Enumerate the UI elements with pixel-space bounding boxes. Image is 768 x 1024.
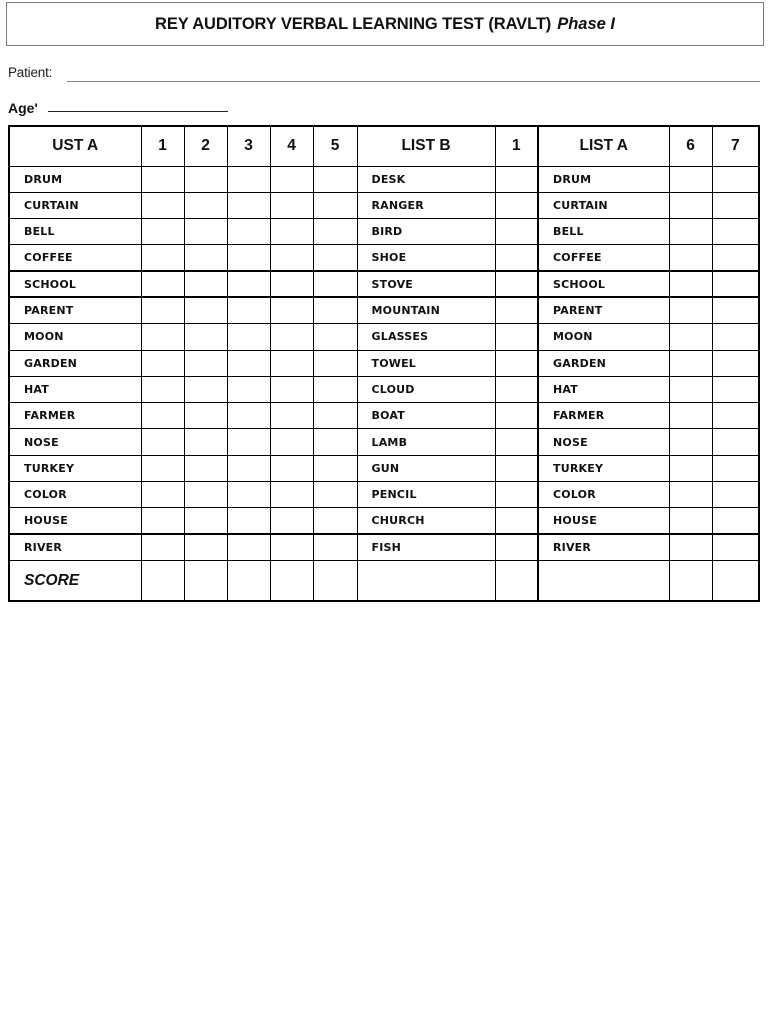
list-a-word: HAT bbox=[9, 376, 141, 402]
trial-5-cell[interactable] bbox=[313, 350, 357, 376]
trial-2-cell[interactable] bbox=[184, 245, 227, 271]
trial-4-cell[interactable] bbox=[270, 455, 313, 481]
trial-6-cell[interactable] bbox=[669, 376, 712, 402]
list-b-word: TOWEL bbox=[357, 350, 495, 376]
list-b-word: CLOUD bbox=[357, 376, 495, 402]
trial-3-cell[interactable] bbox=[227, 482, 270, 508]
list-a-repeat-word: DRUM bbox=[538, 166, 669, 192]
trial-6-cell[interactable] bbox=[669, 271, 712, 297]
form-title-box bbox=[6, 2, 764, 46]
list-b-trial-1-cell[interactable] bbox=[495, 271, 538, 297]
trial-3-cell[interactable] bbox=[227, 429, 270, 455]
list-b-trial-1-cell[interactable] bbox=[495, 245, 538, 271]
table-row bbox=[9, 403, 759, 429]
trial-7-cell[interactable] bbox=[712, 219, 759, 245]
list-a-repeat-word: GARDEN bbox=[538, 350, 669, 376]
list-a-repeat-word: COFFEE bbox=[538, 245, 669, 271]
table-row bbox=[9, 376, 759, 402]
trial-5-cell[interactable] bbox=[313, 429, 357, 455]
list-b-word: GLASSES bbox=[357, 324, 495, 350]
table-row bbox=[9, 508, 759, 534]
trial-1-cell[interactable] bbox=[141, 297, 184, 323]
trial-7-cell[interactable] bbox=[712, 350, 759, 376]
trial-5-cell[interactable] bbox=[313, 297, 357, 323]
trial-2-cell[interactable] bbox=[184, 324, 227, 350]
trial-4-cell[interactable] bbox=[270, 219, 313, 245]
list-a-word: MOON bbox=[9, 324, 141, 350]
trial-1-cell[interactable] bbox=[141, 245, 184, 271]
trial-3-cell[interactable] bbox=[227, 192, 270, 218]
patient-field[interactable] bbox=[67, 81, 760, 82]
list-b-trial-1-cell[interactable] bbox=[495, 376, 538, 402]
trial-7-cell[interactable] bbox=[712, 482, 759, 508]
trial-3-cell[interactable] bbox=[227, 376, 270, 402]
form-title: REY AUDITORY VERBAL LEARNING TEST (RAVLT) bbox=[155, 14, 552, 33]
table-row bbox=[9, 219, 759, 245]
list-b-word: RANGER bbox=[357, 192, 495, 218]
list-a-repeat-word: PARENT bbox=[538, 297, 669, 323]
trial-7-cell[interactable] bbox=[712, 271, 759, 297]
table-row bbox=[9, 455, 759, 481]
trial-4-cell[interactable] bbox=[270, 245, 313, 271]
col-header-list-a: UST A bbox=[9, 126, 141, 166]
trial-1-cell[interactable] bbox=[141, 350, 184, 376]
trial-1-cell[interactable] bbox=[141, 166, 184, 192]
trial-7-cell[interactable] bbox=[712, 192, 759, 218]
trial-1-cell[interactable] bbox=[141, 324, 184, 350]
trial-4-cell[interactable] bbox=[270, 534, 313, 560]
table-row bbox=[9, 482, 759, 508]
patient-row bbox=[8, 62, 760, 84]
trial-4-cell[interactable] bbox=[270, 350, 313, 376]
list-b-word: PENCIL bbox=[357, 482, 495, 508]
trial-6-cell[interactable] bbox=[669, 245, 712, 271]
trial-6-cell[interactable] bbox=[669, 534, 712, 560]
trial-6-cell[interactable] bbox=[669, 192, 712, 218]
list-a-word: RIVER bbox=[9, 534, 141, 560]
trial-1-cell[interactable] bbox=[141, 219, 184, 245]
list-a-word: TURKEY bbox=[9, 455, 141, 481]
list-b-word: MOUNTAIN bbox=[357, 297, 495, 323]
list-b-word: BIRD bbox=[357, 219, 495, 245]
trial-4-cell[interactable] bbox=[270, 482, 313, 508]
list-b-trial-1-cell[interactable] bbox=[495, 297, 538, 323]
trial-2-cell[interactable] bbox=[184, 534, 227, 560]
list-b-trial-1-cell[interactable] bbox=[495, 324, 538, 350]
score-trial-7[interactable] bbox=[712, 560, 759, 601]
list-a-word: PARENT bbox=[9, 297, 141, 323]
list-a-repeat-word: HOUSE bbox=[538, 508, 669, 534]
list-a-repeat-word: FARMER bbox=[538, 403, 669, 429]
table-row bbox=[9, 297, 759, 323]
ravlt-table bbox=[8, 125, 760, 602]
trial-6-cell[interactable] bbox=[669, 166, 712, 192]
trial-2-cell[interactable] bbox=[184, 192, 227, 218]
col-header-trial-3: 3 bbox=[227, 126, 270, 166]
trial-2-cell[interactable] bbox=[184, 350, 227, 376]
score-trial-5[interactable] bbox=[313, 560, 357, 601]
trial-6-cell[interactable] bbox=[669, 350, 712, 376]
table-row bbox=[9, 271, 759, 297]
col-header-trial-4: 4 bbox=[270, 126, 313, 166]
trial-4-cell[interactable] bbox=[270, 376, 313, 402]
trial-2-cell[interactable] bbox=[184, 271, 227, 297]
trial-3-cell[interactable] bbox=[227, 219, 270, 245]
patient-label: Patient: bbox=[8, 65, 53, 80]
trial-4-cell[interactable] bbox=[270, 429, 313, 455]
list-a-repeat-word: TURKEY bbox=[538, 455, 669, 481]
trial-6-cell[interactable] bbox=[669, 297, 712, 323]
col-header-trial-5: 5 bbox=[313, 126, 357, 166]
trial-2-cell[interactable] bbox=[184, 376, 227, 402]
table-row bbox=[9, 166, 759, 192]
trial-7-cell[interactable] bbox=[712, 297, 759, 323]
list-a-word: BELL bbox=[9, 219, 141, 245]
trial-6-cell[interactable] bbox=[669, 403, 712, 429]
list-b-trial-1-cell[interactable] bbox=[495, 403, 538, 429]
score-label: SCORE bbox=[9, 560, 141, 601]
col-header-trial-1: 1 bbox=[141, 126, 184, 166]
score-trial-2[interactable] bbox=[184, 560, 227, 601]
list-a-word: CURTAIN bbox=[9, 192, 141, 218]
list-b-word: BOAT bbox=[357, 403, 495, 429]
table-row bbox=[9, 245, 759, 271]
list-a-word: FARMER bbox=[9, 403, 141, 429]
col-header-trial-6: 6 bbox=[669, 126, 712, 166]
trial-2-cell[interactable] bbox=[184, 403, 227, 429]
list-a-repeat-word: SCHOOL bbox=[538, 271, 669, 297]
table-row bbox=[9, 429, 759, 455]
trial-5-cell[interactable] bbox=[313, 534, 357, 560]
trial-3-cell[interactable] bbox=[227, 455, 270, 481]
trial-2-cell[interactable] bbox=[184, 508, 227, 534]
trial-6-cell[interactable] bbox=[669, 219, 712, 245]
trial-7-cell[interactable] bbox=[712, 403, 759, 429]
trial-1-cell[interactable] bbox=[141, 429, 184, 455]
trial-2-cell[interactable] bbox=[184, 219, 227, 245]
list-b-trial-1-cell[interactable] bbox=[495, 350, 538, 376]
trial-6-cell[interactable] bbox=[669, 429, 712, 455]
trial-7-cell[interactable] bbox=[712, 376, 759, 402]
table-row bbox=[9, 324, 759, 350]
trial-3-cell[interactable] bbox=[227, 297, 270, 323]
trial-5-cell[interactable] bbox=[313, 271, 357, 297]
score-list-b-trial-1[interactable] bbox=[495, 560, 538, 601]
trial-6-cell[interactable] bbox=[669, 508, 712, 534]
trial-3-cell[interactable] bbox=[227, 245, 270, 271]
trial-3-cell[interactable] bbox=[227, 534, 270, 560]
header-row bbox=[9, 126, 759, 166]
list-b-word: DESK bbox=[357, 166, 495, 192]
table-row bbox=[9, 534, 759, 560]
trial-7-cell[interactable] bbox=[712, 455, 759, 481]
trial-6-cell[interactable] bbox=[669, 324, 712, 350]
trial-4-cell[interactable] bbox=[270, 508, 313, 534]
list-b-word: SHOE bbox=[357, 245, 495, 271]
list-b-word: FISH bbox=[357, 534, 495, 560]
list-b-trial-1-cell[interactable] bbox=[495, 429, 538, 455]
trial-1-cell[interactable] bbox=[141, 482, 184, 508]
list-b-word: STOVE bbox=[357, 271, 495, 297]
score-list-b-blank bbox=[357, 560, 495, 601]
table-row bbox=[9, 192, 759, 218]
col-header-list-b: LIST B bbox=[357, 126, 495, 166]
list-a-repeat-word: BELL bbox=[538, 219, 669, 245]
list-b-trial-1-cell[interactable] bbox=[495, 482, 538, 508]
trial-4-cell[interactable] bbox=[270, 297, 313, 323]
list-a-repeat-word: CURTAIN bbox=[538, 192, 669, 218]
trial-3-cell[interactable] bbox=[227, 350, 270, 376]
trial-7-cell[interactable] bbox=[712, 324, 759, 350]
trial-1-cell[interactable] bbox=[141, 455, 184, 481]
trial-5-cell[interactable] bbox=[313, 166, 357, 192]
trial-5-cell[interactable] bbox=[313, 324, 357, 350]
score-trial-4[interactable] bbox=[270, 560, 313, 601]
trial-1-cell[interactable] bbox=[141, 271, 184, 297]
trial-5-cell[interactable] bbox=[313, 403, 357, 429]
score-trial-3[interactable] bbox=[227, 560, 270, 601]
trial-5-cell[interactable] bbox=[313, 192, 357, 218]
trial-2-cell[interactable] bbox=[184, 297, 227, 323]
trial-1-cell[interactable] bbox=[141, 192, 184, 218]
score-list-a-repeat-blank bbox=[538, 560, 669, 601]
trial-5-cell[interactable] bbox=[313, 508, 357, 534]
trial-4-cell[interactable] bbox=[270, 403, 313, 429]
table-row bbox=[9, 350, 759, 376]
age-row bbox=[8, 98, 238, 118]
list-b-trial-1-cell[interactable] bbox=[495, 192, 538, 218]
trial-1-cell[interactable] bbox=[141, 508, 184, 534]
list-b-trial-1-cell[interactable] bbox=[495, 508, 538, 534]
trial-4-cell[interactable] bbox=[270, 271, 313, 297]
age-label: Age' bbox=[8, 100, 38, 116]
list-a-repeat-word: NOSE bbox=[538, 429, 669, 455]
form-phase: Phase I bbox=[557, 14, 615, 33]
list-a-repeat-word: HAT bbox=[538, 376, 669, 402]
score-row bbox=[9, 560, 759, 601]
trial-3-cell[interactable] bbox=[227, 166, 270, 192]
score-trial-1[interactable] bbox=[141, 560, 184, 601]
trial-4-cell[interactable] bbox=[270, 166, 313, 192]
list-a-word: GARDEN bbox=[9, 350, 141, 376]
list-b-trial-1-cell[interactable] bbox=[495, 455, 538, 481]
trial-1-cell[interactable] bbox=[141, 376, 184, 402]
trial-2-cell[interactable] bbox=[184, 429, 227, 455]
trial-4-cell[interactable] bbox=[270, 192, 313, 218]
trial-7-cell[interactable] bbox=[712, 166, 759, 192]
list-b-trial-1-cell[interactable] bbox=[495, 219, 538, 245]
trial-7-cell[interactable] bbox=[712, 534, 759, 560]
trial-7-cell[interactable] bbox=[712, 245, 759, 271]
trial-6-cell[interactable] bbox=[669, 455, 712, 481]
trial-3-cell[interactable] bbox=[227, 403, 270, 429]
trial-3-cell[interactable] bbox=[227, 271, 270, 297]
trial-6-cell[interactable] bbox=[669, 482, 712, 508]
list-b-word: LAMB bbox=[357, 429, 495, 455]
list-a-word: HOUSE bbox=[9, 508, 141, 534]
list-a-word: NOSE bbox=[9, 429, 141, 455]
list-a-word: COLOR bbox=[9, 482, 141, 508]
col-header-trial-2: 2 bbox=[184, 126, 227, 166]
trial-5-cell[interactable] bbox=[313, 482, 357, 508]
trial-2-cell[interactable] bbox=[184, 455, 227, 481]
list-b-word: GUN bbox=[357, 455, 495, 481]
trial-5-cell[interactable] bbox=[313, 219, 357, 245]
list-a-word: COFFEE bbox=[9, 245, 141, 271]
trial-1-cell[interactable] bbox=[141, 403, 184, 429]
score-trial-6[interactable] bbox=[669, 560, 712, 601]
trial-5-cell[interactable] bbox=[313, 245, 357, 271]
trial-2-cell[interactable] bbox=[184, 482, 227, 508]
col-header-list-a-repeat: LIST A bbox=[538, 126, 669, 166]
list-b-trial-1-cell[interactable] bbox=[495, 534, 538, 560]
list-a-word: DRUM bbox=[9, 166, 141, 192]
trial-5-cell[interactable] bbox=[313, 455, 357, 481]
list-a-word: SCHOOL bbox=[9, 271, 141, 297]
trial-3-cell[interactable] bbox=[227, 324, 270, 350]
trial-5-cell[interactable] bbox=[313, 376, 357, 402]
trial-1-cell[interactable] bbox=[141, 534, 184, 560]
trial-7-cell[interactable] bbox=[712, 508, 759, 534]
list-a-repeat-word: RIVER bbox=[538, 534, 669, 560]
list-b-trial-1-cell[interactable] bbox=[495, 166, 538, 192]
list-a-repeat-word: COLOR bbox=[538, 482, 669, 508]
trial-4-cell[interactable] bbox=[270, 324, 313, 350]
list-b-word: CHURCH bbox=[357, 508, 495, 534]
list-a-repeat-word: MOON bbox=[538, 324, 669, 350]
age-field[interactable] bbox=[48, 111, 228, 112]
trial-2-cell[interactable] bbox=[184, 166, 227, 192]
trial-7-cell[interactable] bbox=[712, 429, 759, 455]
col-header-trial-7: 7 bbox=[712, 126, 759, 166]
col-header-list-b-trial-1: 1 bbox=[495, 126, 538, 166]
trial-3-cell[interactable] bbox=[227, 508, 270, 534]
